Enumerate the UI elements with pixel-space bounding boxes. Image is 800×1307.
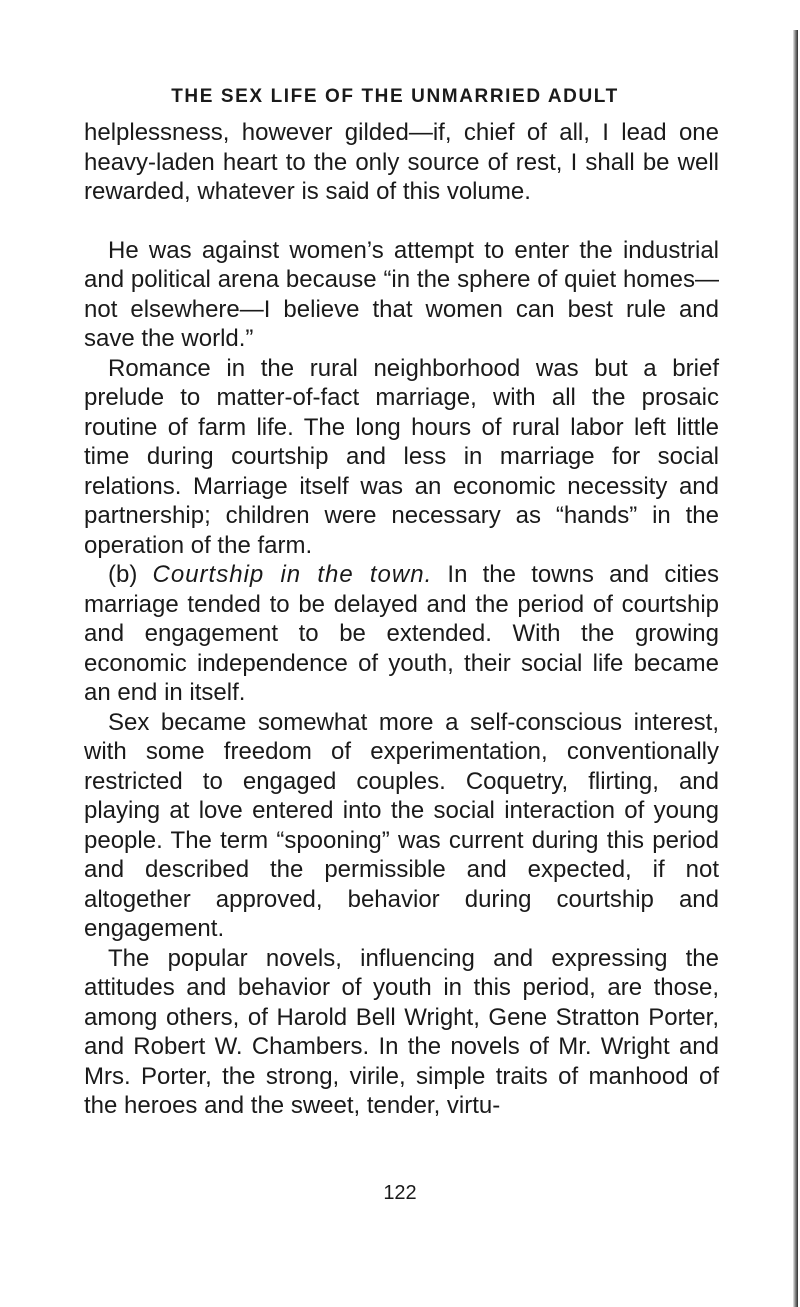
paragraph-town-courtship [84, 560, 719, 708]
paragraph-quote: He was against women’s attempt to enter the industrial and political arena because “in the sphere of quiet homes—not elsewhere—I believe that women can best rule and save the world.” [84, 236, 719, 352]
page-number: 122 [383, 1182, 417, 1204]
section-marker: (b) [108, 561, 153, 588]
page-edge-shadow [793, 30, 798, 1307]
paragraph-sex-interest: Sex became somewhat more a self-conscious interest, with some freedom of experimentation, conventionally restricted to engaged couples. Coquetry, flirting, and playing at love entered into the social interaction of young people. The term “spooning” was current during this period and described the permissible and expected, if not altogether approved, behavior during courtship and engagement. [84, 708, 719, 942]
section-heading: Courtship in the town. [152, 561, 433, 588]
body-text [84, 118, 719, 1121]
paragraph-text: In the towns and cities marriage tended to be delayed and the period of courtship and engagement to be extended. With the growing economic independence of youth, their social life became an end in itself. [84, 561, 720, 706]
running-head: THE SEX LIFE OF THE UNMARRIED ADULT [171, 86, 619, 107]
paragraph-popular-novels: The popular novels, influencing and expressing the attitudes and behavior of youth in this period, are those, among others, of Harold Bell Wright, Gene Stratton Porter, and Robert W. Chambers. In the novels of Mr. Wright and Mrs. Porter, the strong, virile, simple traits of manhood of the heroes and the sweet, tender, virtu- [84, 944, 719, 1119]
paragraph-rural-romance: Romance in the rural neighborhood was but a brief prelude to matter-of-fact marriage, with all the prosaic routine of farm life. The long hours of rural labor left little time during courtship and less in marriage for social relations. Marriage itself was an economic necessity and partnership; children were necessary as “hands” in the operation of the farm. [84, 354, 719, 559]
paragraph-continuation: helplessness, however gilded—if, chief of all, I lead one heavy-laden heart to the only source of rest, I shall be well rewarded, whatever is said of this volume. [84, 119, 719, 205]
